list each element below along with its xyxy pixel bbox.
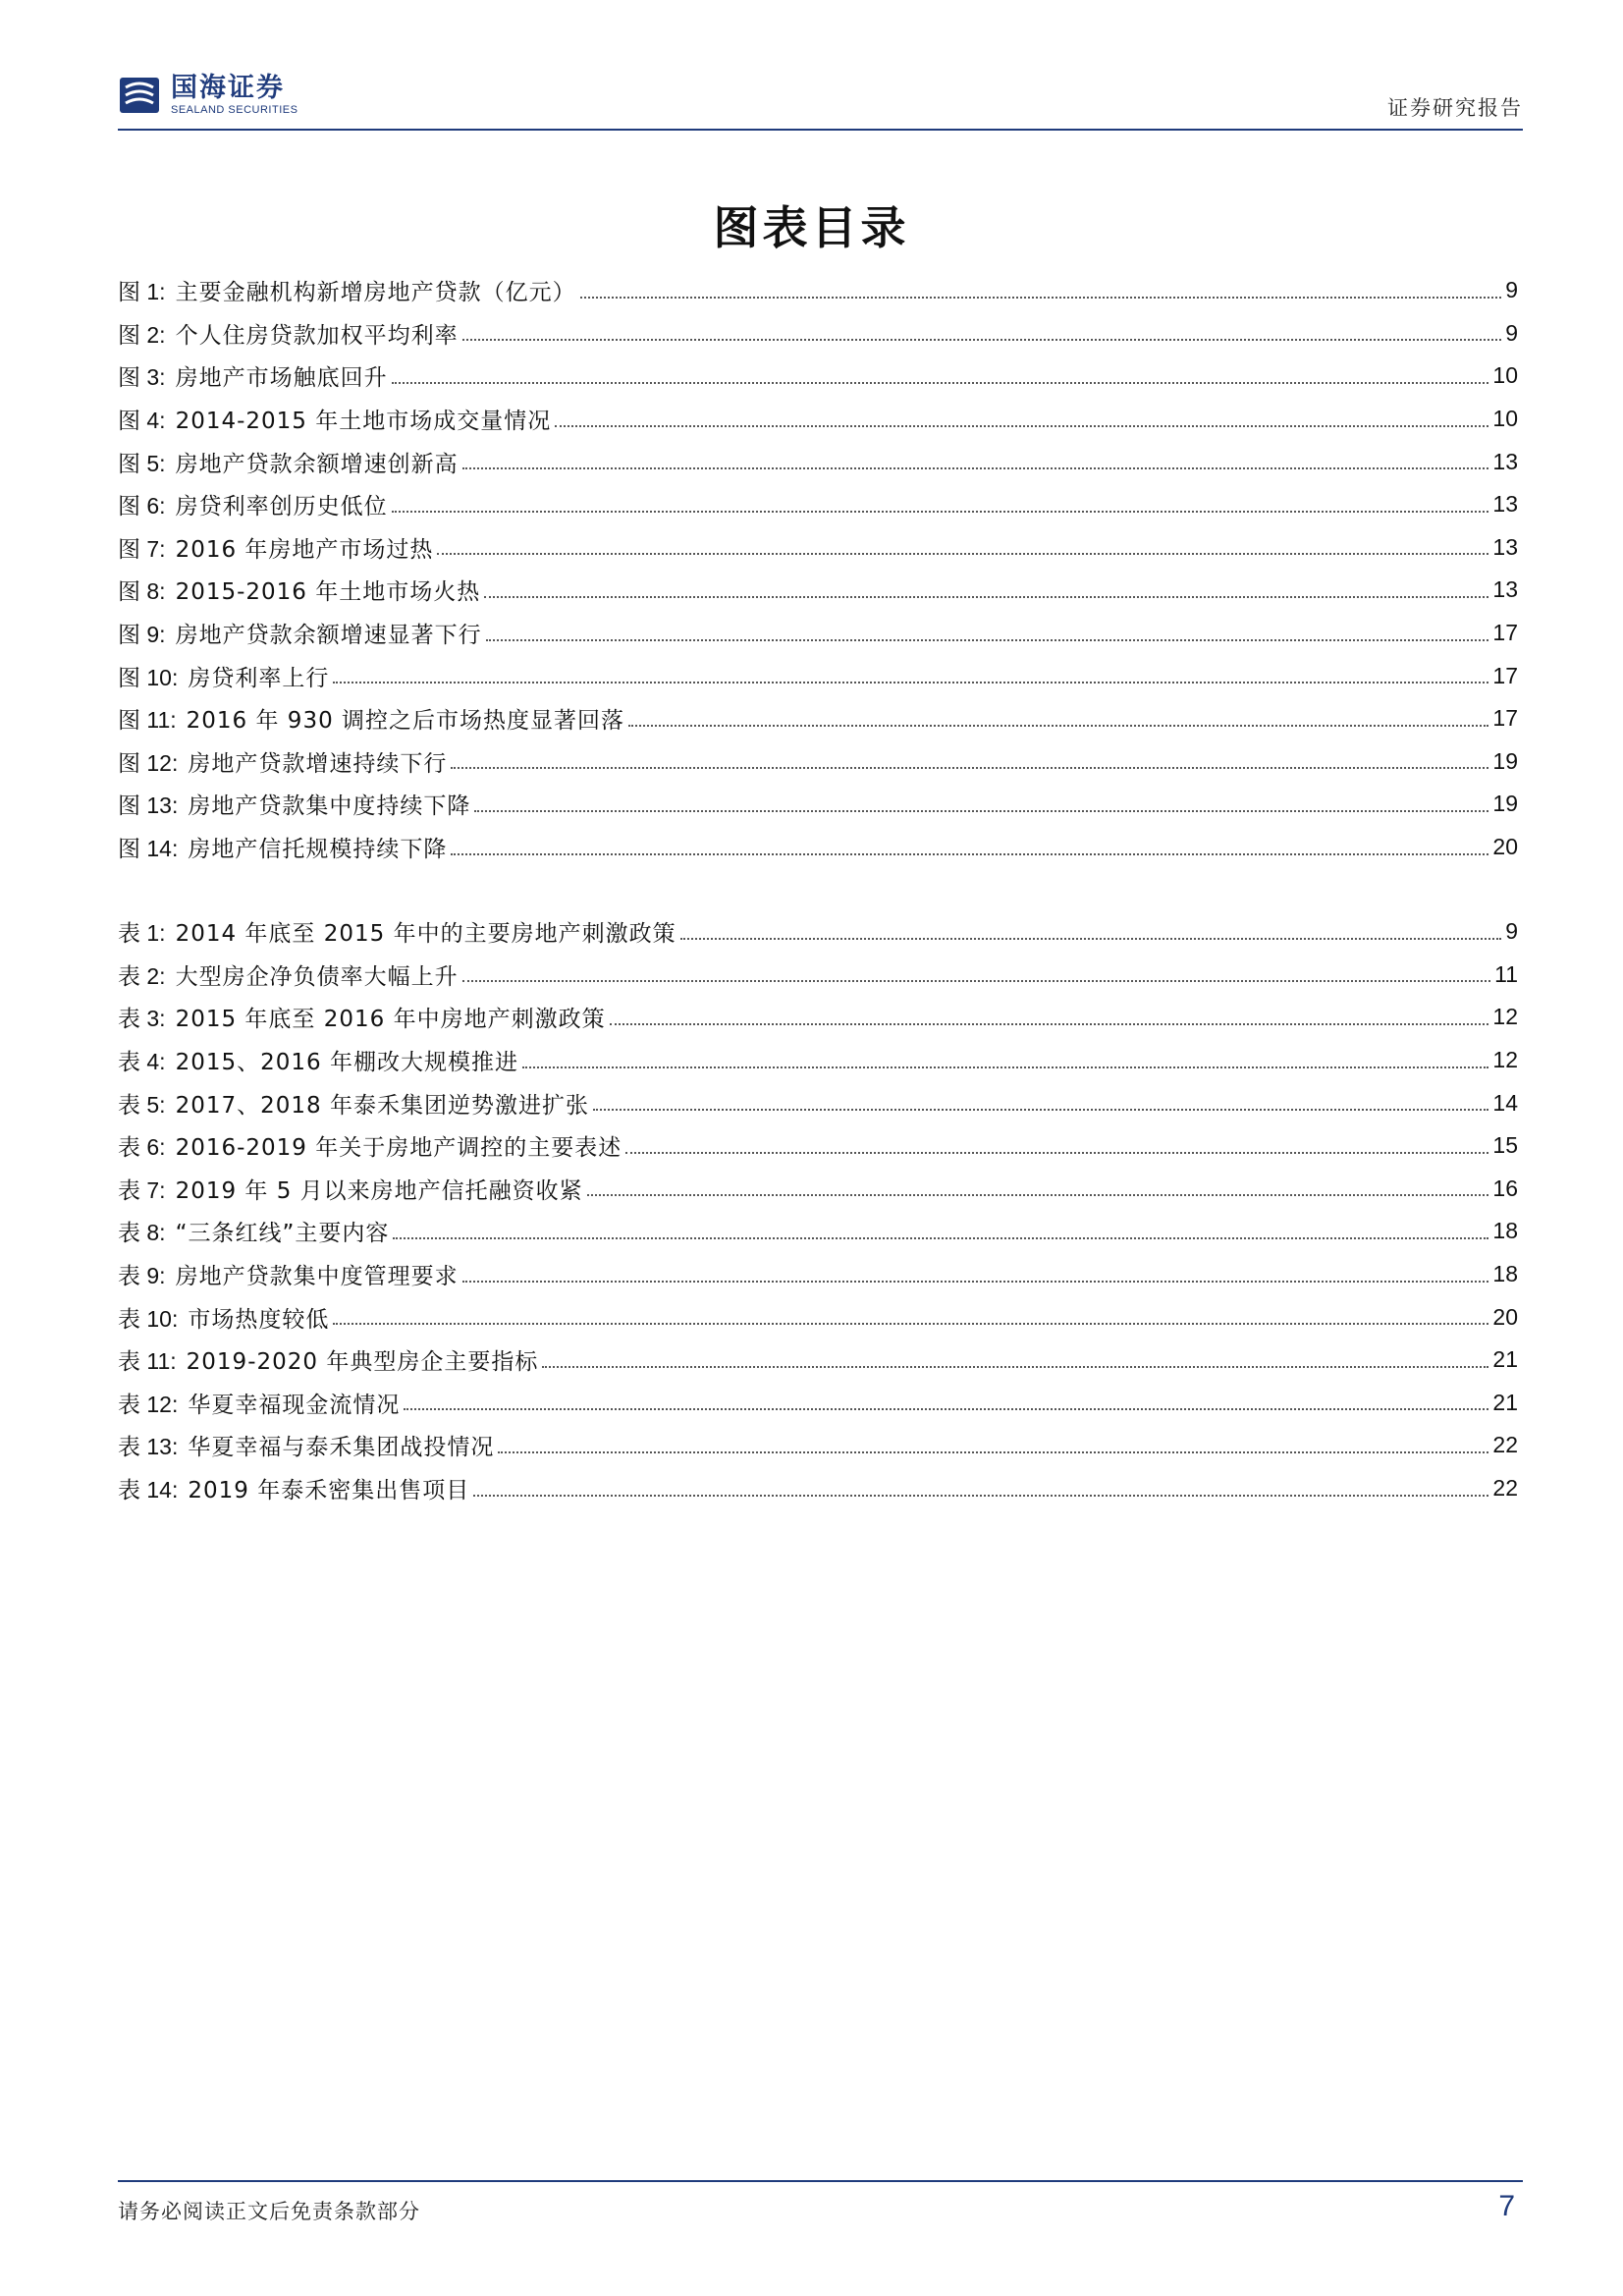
toc-label: 表 11: [118, 1348, 177, 1375]
toc-page-number: 19 [1492, 747, 1518, 774]
toc-entry-figure[interactable] [118, 826, 1518, 869]
toc-entry-figure[interactable] [118, 783, 1518, 826]
logo-chinese-name: 国海证券 [171, 73, 285, 103]
footer-divider [118, 2180, 1523, 2182]
toc-title: 房地产贷款余额增速创新高 [175, 451, 459, 477]
dot-leader [555, 425, 1488, 427]
toc-entry-table[interactable] [118, 996, 1518, 1039]
toc-entry-table[interactable] [118, 1295, 1518, 1339]
toc-page-number: 13 [1492, 576, 1518, 603]
dot-leader [393, 1237, 1488, 1239]
toc-entry-table[interactable] [118, 1382, 1518, 1425]
dot-leader [498, 1451, 1488, 1453]
toc-title: 2015-2016 年土地市场火热 [175, 579, 481, 606]
toc-title: 2016 年 930 调控之后市场热度显著回落 [186, 708, 625, 735]
toc-entry-table[interactable] [118, 954, 1518, 997]
toc-label: 表 9: [118, 1263, 166, 1289]
toc-title: 房地产贷款增速持续下行 [188, 750, 448, 777]
toc-entry-table[interactable] [118, 910, 1518, 954]
dot-leader [474, 810, 1488, 812]
toc-title: 2017、2018 年泰禾集团逆势激进扩张 [175, 1092, 589, 1119]
toc-entry-figure[interactable] [118, 269, 1518, 312]
toc-entry-figure[interactable] [118, 526, 1518, 570]
toc-entry-table[interactable] [118, 1039, 1518, 1082]
dot-leader [451, 853, 1488, 855]
toc-label: 图 7: [118, 535, 166, 562]
toc-title: “三条红线”主要内容 [175, 1221, 390, 1247]
dot-leader [486, 639, 1489, 641]
toc-label: 图 10: [118, 664, 179, 690]
toc-label: 表 12: [118, 1391, 179, 1417]
dot-leader [462, 980, 1491, 982]
dot-leader [542, 1366, 1488, 1368]
dot-leader [333, 1323, 1488, 1325]
dot-leader [392, 511, 1489, 513]
toc-entry-table[interactable] [118, 1253, 1518, 1296]
toc-page-number: 19 [1492, 791, 1518, 817]
toc-entry-table[interactable] [118, 1210, 1518, 1253]
dot-leader [333, 682, 1488, 683]
toc-label: 表 13: [118, 1434, 179, 1460]
toc-title: 房地产贷款集中度管理要求 [175, 1264, 459, 1290]
toc-title: 房地产贷款余额增速显著下行 [175, 623, 482, 649]
toc-page-number: 9 [1505, 277, 1518, 303]
toc-label: 图 11: [118, 707, 177, 734]
toc-entry-figure[interactable] [118, 569, 1518, 612]
toc-page-number: 13 [1492, 533, 1518, 560]
toc-entry-figure[interactable] [118, 440, 1518, 483]
dot-leader [392, 382, 1489, 384]
dot-leader [437, 553, 1488, 555]
dot-leader [587, 1194, 1489, 1196]
toc-page-number: 13 [1492, 491, 1518, 518]
toc-title: 2015、2016 年棚改大规模推进 [175, 1050, 518, 1076]
toc-page-number: 9 [1505, 918, 1518, 945]
toc-page-number: 17 [1492, 620, 1518, 646]
toc-entry-table[interactable] [118, 1424, 1518, 1467]
toc-title: 2014-2015 年土地市场成交量情况 [175, 409, 552, 435]
toc-page-number: 21 [1492, 1389, 1518, 1415]
toc-entry-table[interactable] [118, 1467, 1518, 1510]
dot-leader [473, 1495, 1488, 1497]
toc-entry-table[interactable] [118, 1339, 1518, 1382]
toc-label: 表 3: [118, 1006, 166, 1032]
dot-leader [462, 339, 1502, 341]
toc-label: 图 8: [118, 578, 166, 605]
toc-title: 2019 年 5 月以来房地产信托融资收紧 [175, 1177, 583, 1204]
toc-title: 华夏幸福现金流情况 [188, 1392, 401, 1418]
toc-page-number: 20 [1492, 834, 1518, 860]
company-logo [118, 67, 298, 124]
toc-label: 表 8: [118, 1220, 166, 1246]
toc-page-number: 22 [1492, 1475, 1518, 1502]
toc-label: 表 2: [118, 962, 166, 989]
toc-page-number: 22 [1492, 1432, 1518, 1458]
toc-title: 房地产贷款集中度持续下降 [188, 793, 471, 820]
toc-label: 表 7: [118, 1176, 166, 1203]
toc-title: 2016-2019 年关于房地产调控的主要表述 [175, 1135, 622, 1162]
toc-entry-figure[interactable] [118, 312, 1518, 355]
footer-disclaimer: 请务必阅读正文后免责条款部分 [118, 2200, 420, 2223]
toc-label: 图 4: [118, 408, 166, 434]
toc-label: 表 6: [118, 1134, 166, 1161]
toc-page-number: 9 [1505, 319, 1518, 346]
toc-entry-figure[interactable] [118, 740, 1518, 784]
page-number: 7 [1498, 2190, 1515, 2222]
toc-title: 2019 年泰禾密集出售项目 [188, 1478, 470, 1504]
header-divider [118, 129, 1523, 131]
dot-leader [625, 1152, 1488, 1154]
dot-leader [462, 1281, 1489, 1283]
toc-page-number: 17 [1492, 705, 1518, 732]
toc-page-number: 16 [1492, 1175, 1518, 1201]
toc-title: 个人住房贷款加权平均利率 [175, 322, 459, 349]
dot-leader [680, 938, 1502, 940]
toc-title: 市场热度较低 [188, 1306, 330, 1333]
toc-label: 表 10: [118, 1305, 179, 1332]
dot-leader [610, 1023, 1489, 1025]
toc-page-number: 17 [1492, 662, 1518, 688]
toc-entry-figure[interactable] [118, 612, 1518, 655]
page-title: 图表目录 [713, 201, 910, 254]
toc-label: 表 14: [118, 1477, 179, 1503]
toc-entry-table[interactable] [118, 1124, 1518, 1168]
toc-title: 房地产市场触底回升 [175, 365, 388, 392]
toc-label: 表 1: [118, 920, 166, 947]
logo-english-name: SEALAND SECURITIES [171, 104, 298, 116]
toc-label: 图 13: [118, 793, 179, 819]
toc-entry-figure[interactable] [118, 398, 1518, 441]
toc-entry-figure[interactable] [118, 355, 1518, 398]
toc-label: 图 6: [118, 493, 166, 519]
toc-label: 表 4: [118, 1049, 166, 1075]
toc-label: 图 9: [118, 622, 166, 648]
toc-entry-figure[interactable] [118, 483, 1518, 526]
toc-title: 房贷利率创历史低位 [175, 494, 388, 520]
dot-leader [522, 1066, 1488, 1068]
toc-page-number: 18 [1492, 1261, 1518, 1287]
toc-title: 2019-2020 年典型房企主要指标 [186, 1349, 539, 1376]
toc-label: 表 5: [118, 1091, 166, 1118]
toc-page-number: 12 [1492, 1047, 1518, 1073]
page-header [118, 67, 1523, 128]
dot-leader [451, 767, 1488, 769]
toc-title: 房贷利率上行 [188, 665, 330, 691]
dot-leader [484, 596, 1488, 598]
sealand-logo-icon [118, 74, 161, 117]
toc-entry-table[interactable] [118, 1081, 1518, 1124]
dot-leader [593, 1109, 1488, 1111]
toc-entry-table[interactable] [118, 1168, 1518, 1211]
toc-page-number: 20 [1492, 1303, 1518, 1330]
report-type-label: 证券研究报告 [1387, 96, 1523, 120]
toc-page-number: 14 [1492, 1089, 1518, 1116]
toc-title: 2016 年房地产市场过热 [175, 536, 434, 563]
toc-title: 主要金融机构新增房地产贷款（亿元） [175, 280, 576, 306]
toc-label: 图 12: [118, 749, 179, 776]
toc-entry-figure[interactable] [118, 697, 1518, 740]
toc-page-number: 12 [1492, 1004, 1518, 1030]
toc-title: 华夏幸福与泰禾集团战投情况 [188, 1435, 495, 1461]
toc-page-number: 13 [1492, 448, 1518, 474]
toc-page-number: 21 [1492, 1346, 1518, 1373]
toc-page-number: 11 [1494, 960, 1518, 987]
toc-title: 2015 年底至 2016 年中房地产刺激政策 [175, 1007, 606, 1033]
toc-page-number: 15 [1492, 1132, 1518, 1159]
toc-page-number: 10 [1492, 362, 1518, 389]
dot-leader [462, 467, 1489, 469]
toc-label: 图 5: [118, 450, 166, 476]
toc-label: 图 14: [118, 836, 179, 862]
toc-page-number: 10 [1492, 406, 1518, 432]
figure-list [118, 269, 1518, 868]
dot-leader [628, 725, 1488, 727]
toc-label: 图 2: [118, 321, 166, 348]
toc-title: 房地产信托规模持续下降 [188, 837, 448, 863]
toc-title: 2014 年底至 2015 年中的主要房地产刺激政策 [175, 921, 676, 948]
dot-leader [404, 1408, 1488, 1410]
toc-title: 大型房企净负债率大幅上升 [175, 963, 459, 990]
toc-entry-figure[interactable] [118, 654, 1518, 697]
toc-label: 图 3: [118, 364, 166, 391]
dot-leader [580, 297, 1502, 299]
toc-label: 图 1: [118, 279, 166, 305]
table-list [118, 910, 1518, 1509]
toc-page-number: 18 [1492, 1218, 1518, 1244]
